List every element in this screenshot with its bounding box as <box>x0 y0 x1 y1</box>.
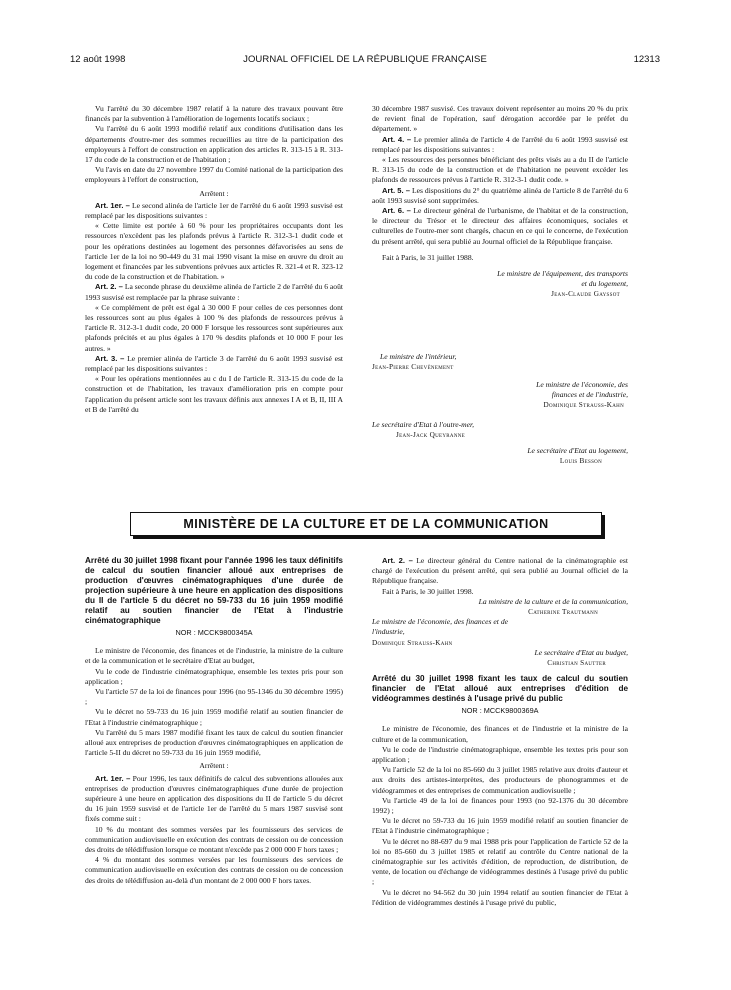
journal-title: JOURNAL OFFICIEL DE LA RÉPUBLIQUE FRANÇAISE <box>243 54 487 65</box>
article-label: Art. 1er. – <box>95 773 131 783</box>
rate-paragraph: 10 % du montant des sommes versées par les fournisseurs des services de communication audiovisuelle en exécution des contrats de cession ou de concession des droits de télédiffusion lorsque ce montant n'excède pas 2 000 000 F hors taxes ; <box>85 824 343 855</box>
article-2 <box>372 556 628 587</box>
article-5 <box>372 186 628 206</box>
signatures-block <box>372 446 628 466</box>
vu-paragraph: Vu l'article 52 de la loi no 85-660 du 3 juillet 1985 relative aux droits d'auteur et aux droits des artistes-interprètes, des producteurs de phonogrammes et de vidéogrammes et des entreprises de communication audiovisuelle ; <box>372 765 628 795</box>
fait-a-paris: Fait à Paris, le 30 juillet 1998. <box>382 586 474 596</box>
article-text: Les dispositions du 2° du quatrième alinéa de l'article 8 de l'arrêté du 6 août 1993 susvisé sont supprimées. <box>372 185 629 205</box>
article-text: Le directeur général de l'urbanisme, de l'habitat et de la construction, le directeur du Trésor et le directeur des affaires économiques, sociales et culturelles de l'outre-mer sont chargés, chacun en ce qui le concerne, de l'exécution du présent arrêté, qui sera publié au Journal officiel de la République française. <box>372 206 629 246</box>
signature-name: Dominique Strauss-Kahn <box>543 401 624 410</box>
article-label: Art. 2. – <box>382 556 413 565</box>
fait-a-paris: Fait à Paris, le 31 juillet 1988. <box>382 252 474 262</box>
article-quote: « Cette limite est portée à 60 % pour les propriétaires occupants dont les ressources n'excèdent pas les plafonds prévus à l'article R. 312-3-1 dudit code et pour les opérations destinées au logement des personnes défavorisées au sens de l'article 1er de la loi no 90-449 du 31 mai 1990 visant la mise en œuvre du droit au logement et financées par les subventions prévues aux articles R. 321-4 et R. 323-12 du code de la construction et de l'habitation. » <box>85 221 343 282</box>
page-header <box>70 54 660 68</box>
arretent-heading: Arrêtent : <box>199 761 229 771</box>
article-4 <box>372 135 628 155</box>
vu-paragraph: Vu le décret no 94-562 du 30 juin 1994 relatif au soutien financier de l'Etat à l'édition de vidéogrammes destinés à l'usage privé du public, <box>372 887 628 907</box>
vu-paragraph: Vu l'article 57 de la loi de finances pour 1996 (no 95-1346 du 30 décembre 1995) ; <box>85 687 343 707</box>
article-label: Art. 5. – <box>382 185 410 195</box>
vu-paragraph: Vu l'arrêté du 30 décembre 1987 relatif à la nature des travaux pouvant être financés par la subvention à l'amélioration de logements locatifs sociaux ; <box>85 104 343 124</box>
signature-title: Le ministre de l'intérieur, <box>380 352 457 361</box>
ministry-banner: MINISTÈRE DE LA CULTURE ET DE LA COMMUNICATION <box>130 512 602 536</box>
bottom-right-column <box>372 556 628 908</box>
signature-name: Jean-Claude Gayssot <box>551 290 620 299</box>
article-text: Le premier alinéa de l'article 3 de l'arrêté du 6 août 1993 susvisé est remplacé par les dispositions suivantes : <box>85 353 344 374</box>
continued-text: 30 décembre 1987 susvisé. Ces travaux doivent représenter au moins 20 % du prix de revient final de l'opération, sauf dérogation accordée par le préfet du département. » <box>372 104 628 134</box>
article-text: Pour 1996, les taux définitifs de calcul des subventions allouées aux entreprises de production d'œuvres cinématographiques d'une durée de projection supérieure à une heure en application des dispositions du II de l'article 5 du décret du 16 juin 1959 susvisé et de l'article 1er de l'arrêté du 5 mars 1987 susvisé sont fixés comme suit : <box>85 773 344 824</box>
article-quote: « Les ressources des personnes bénéficiant des prêts visés au a du II de l'article R. 313-15 du code de la construction et de l'habitation ne peuvent excéder les plafonds de ressources prévus à l'article R. 312-3-1 dudit code. » <box>372 155 628 185</box>
top-right-column <box>372 104 628 300</box>
page-number: 12313 <box>633 54 660 65</box>
article-label: Art. 3. – <box>95 353 125 363</box>
signature-name: Christian Sautter <box>547 659 606 668</box>
vu-paragraph: Vu l'arrêté du 6 août 1993 modifié relatif aux conditions d'utilisation dans les départements d'outre-mer des sommes recueillies au titre de la participation des employeurs à l'effort de construction en application des articles R. 313-15 à R. 313-17 du code de la construction et de l'habitation ; <box>85 124 343 165</box>
issue-date: 12 août 1998 <box>70 54 126 65</box>
signature-title: La ministre de la culture et de la communication, <box>478 596 628 606</box>
signature-name: Dominique Strauss-Kahn <box>372 638 453 647</box>
preamble: Le ministre de l'économie, des finances et de l'industrie et la ministre de la culture et de la communication, <box>372 724 628 744</box>
signature-title: Le ministre de l'économie, des finances et de l'industrie, <box>372 617 508 637</box>
article-label: Art. 2. – <box>95 282 123 292</box>
article-1 <box>85 774 343 825</box>
article-text: Le directeur général du Centre national de la cinématographie est chargé de l'exécution du présent arrêté, qui sera publié au Journal officiel de la République française. <box>372 556 628 586</box>
arretent-heading: Arrêtent : <box>199 188 229 198</box>
vu-paragraph: Vu le décret no 59-733 du 16 juin 1959 modifié relatif au soutien financier de l'Etat à l'industrie cinématographique ; <box>85 707 343 727</box>
vu-paragraph: Vu le décret no 88-697 du 9 mai 1988 pris pour l'application de l'article 52 de la loi no 85-660 du 3 juillet 1985 et relatif au contrôle du Centre national de la cinématographie sur les activités d'édition, de reproduction, de distribution, de vente, de location ou d'échange de vidéogrammes destinés à l'usage privé du public ; <box>372 836 628 887</box>
signatures-block <box>372 420 628 440</box>
top-left-column <box>85 104 343 415</box>
article-6 <box>372 206 628 247</box>
vu-paragraph: Vu le code de l'industrie cinématographique, ensemble les textes pris pour son application ; <box>85 666 343 686</box>
article-3 <box>85 354 343 374</box>
signature-name: Louis Besson <box>559 457 602 466</box>
signature-title: Le secrétaire d'Etat au logement, <box>527 446 628 455</box>
vu-paragraph: Vu l'arrêté du 5 mars 1987 modifié fixant les taux de calcul du soutien financier alloué aux entreprises de production d'œuvres cinématographiques en application de l'article 5-II du décret no 59-733 du 16 juin 1959 modifié, <box>85 727 343 758</box>
vu-paragraph: Vu l'avis en date du 27 novembre 1997 du Comité national de la participation des employeurs à l'effort de construction, <box>85 165 343 185</box>
nor-reference: NOR : MCCK9800345A <box>175 628 253 637</box>
signature-name: Jean-Jack Queyranne <box>396 431 466 440</box>
signature-title: Le ministre de l'équipement, des transports et du logement, <box>497 269 628 289</box>
article-label: Art. 1er. – <box>95 200 130 210</box>
article-text: La seconde phrase du deuxième alinéa de l'article 2 de l'arrêté du 6 août 1993 susvisé est remplacée par la phrase suivante : <box>85 282 343 302</box>
article-label: Art. 4. – <box>382 134 412 144</box>
signature-title: Le secrétaire d'Etat au budget, <box>534 647 628 657</box>
vu-paragraph: Vu le code de l'industrie cinématographique, ensemble les textes pris pour son application ; <box>372 744 628 765</box>
rate-paragraph: 4 % du montant des sommes versées par les fournisseurs des services de communication audiovisuelle en exécution des contrats de cession ou de concession des droits de télédiffusion au-delà d'un montant de 2 000 000 F hors taxes. <box>85 855 343 885</box>
vu-paragraph: Vu le décret no 59-733 du 16 juin 1959 modifié relatif au soutien financier de l'Etat à l'industrie cinématographique ; <box>372 816 628 836</box>
signature-name: Jean-Pierre Chevènement <box>372 363 454 372</box>
article-1 <box>85 201 343 221</box>
preamble: Le ministre de l'économie, des finances et de l'industrie, la ministre de la culture et de la communication et le secrétaire d'Etat au budget, <box>85 646 343 666</box>
vu-paragraph: Vu l'article 49 de la loi de finances pour 1993 (no 92-1376 du 30 décembre 1992) ; <box>372 795 628 816</box>
nor-reference: NOR : MCCK9800369A <box>461 706 539 716</box>
article-2 <box>85 282 343 302</box>
signature-title: Le ministre de l'économie, des finances et de l'industrie, <box>536 380 628 400</box>
signature-title: Le secrétaire d'Etat à l'outre-mer, <box>372 420 475 429</box>
decree-title: Arrêté du 30 juillet 1998 fixant pour l'année 1996 les taux définitifs de calcul du soutien financier alloué aux entreprises de production d'œuvres cinématographiques d'une durée de projection supérieure à une heure en application des dispositions du II de l'article 5 du décret no 59-733 du 16 juin 1959 modifié relatif au soutien financier de l'Etat à l'industrie cinématographique <box>85 556 343 625</box>
decree-title: Arrêté du 30 juillet 1998 fixant les taux de calcul du soutien financier de l'Etat alloué aux entreprises d'édition de vidéogrammes destinés à l'usage privé du public <box>372 674 628 704</box>
bottom-left-column <box>85 556 343 886</box>
article-quote: « Pour les opérations mentionnées au c du I de l'article R. 313-15 du code de la construction et de l'habitation, les travaux d'amélioration pris en compte pour l'application du présent article sont les travaux définis aux annexes I A et B, II, III A et B de l'arrêté du <box>85 374 343 414</box>
signature-name: Catherine Trautmann <box>528 608 598 617</box>
article-quote: « Ce complément de prêt est égal à 30 000 F pour celles de ces personnes dont les ressources sont au plus égales à 100 % des plafonds de ressources prévus à l'article R. 312-3-1 dudit code, 20 000 F lorsque les ressources sont supérieures aux plafonds précités et au plus égales à 170 % desdits plafonds et 10 000 F pour les autres. » <box>85 302 343 353</box>
signatures-block <box>372 352 628 372</box>
article-text: Le premier alinéa de l'article 4 de l'arrêté du 6 août 1993 susvisé est remplacé par les dispositions suivantes : <box>372 134 629 154</box>
signatures-block <box>372 380 628 411</box>
article-text: Le second alinéa de l'article 1er de l'arrêté du 6 août 1993 susvisé est remplacé par les dispositions suivantes : <box>85 200 343 221</box>
article-label: Art. 6. – <box>382 206 411 216</box>
